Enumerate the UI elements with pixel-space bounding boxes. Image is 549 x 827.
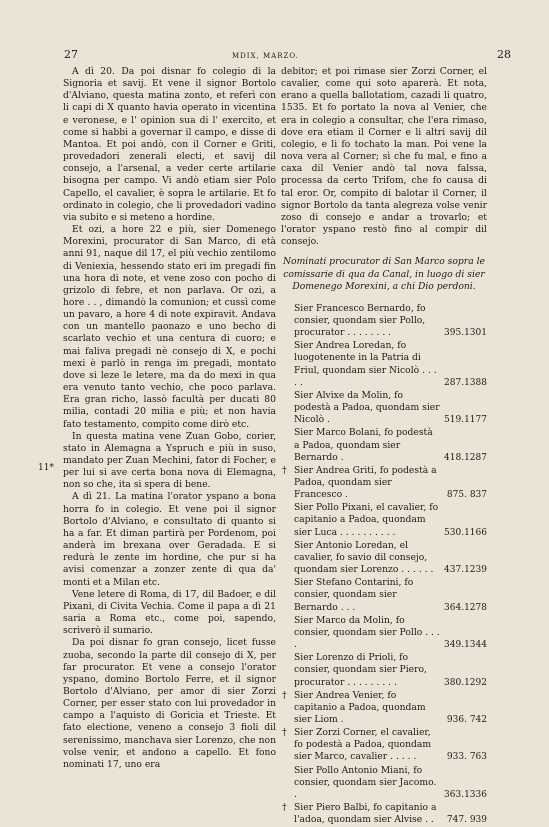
vote-count: 364.1278	[444, 602, 487, 613]
vote-count: 747. 939	[446, 815, 487, 826]
margin-note: 11*	[38, 463, 54, 473]
list-item	[281, 502, 487, 538]
list-item	[281, 390, 487, 426]
right-page-number: 28	[497, 48, 511, 61]
nominee-name: Sier Pollo Pixani, el cavalier, fo capitanio a Padoa, quondam sier Luca . . . . . . . . . .	[294, 502, 439, 538]
paragraph: Vene letere di Roma, di 17, dil Badoer, e dil Pixani, di Civita Vechia. Come il papa a dì 21 saria a Roma etc., come poi, sapendo, scriverò il sumario.	[63, 588, 276, 637]
list-item	[281, 765, 487, 801]
nominee-name: Sier Andrea Venier, fo capitanio a Padoa, quondam sier Liom .	[294, 689, 426, 725]
nominee-name: Sier Zorzi Corner, el cavalier, fo podestà a Padoa, quondam sier Marco, cavalier . . . . .	[294, 727, 432, 763]
vote-count: 936. 742	[446, 714, 487, 725]
dagger-mark: †	[282, 689, 287, 701]
list-item	[281, 690, 487, 726]
dagger-mark: †	[282, 802, 287, 814]
left-column	[63, 66, 276, 771]
nominee-name: Sier Andrea Griti, fo podestà a Padoa, quondam sier Francesco .	[294, 464, 437, 501]
paragraph: In questa matina vene Zuan Gobo, corier, stato in Alemagna a Yspruch e più in suso, mandato per Zuan Mechini, fator di Focher, e per lui si ave certa bona nova di Elemagna, non so che, ita si spera di bene.	[63, 430, 276, 491]
vote-count: 530.1166	[444, 527, 487, 538]
nominee-list	[281, 303, 487, 827]
list-item	[281, 727, 487, 763]
section-title: Nominati procurator di San Marco sopra le comissarie di qua da Canal, in luogo di sier Domenego Morexini, a chi Dio perdoni.	[283, 256, 485, 292]
vote-count: 395.1301	[444, 328, 487, 339]
list-item	[281, 303, 487, 339]
nominee-name: Sier Francesco Bernardo, fo consier, quondam sier Pollo, procurator . . . . . . . .	[294, 302, 426, 339]
vote-count: 380.1292	[444, 677, 487, 688]
list-item	[281, 540, 487, 576]
list-item	[281, 427, 487, 463]
list-item	[281, 615, 487, 651]
nominee-name: Sier Piero Balbi, fo capitanio a l'adoa, quondam sier Alvise . .	[294, 802, 437, 826]
paragraph: debitor; et poi rimase sier Zorzi Corner, el cavalier, come qui soto aparerà. Et nota, erano a quella ballotatiom, cazadi li quatro, 1535. Et fo portato la nova al Venier, che era in colegio a consultar, che l'era rimaso, dove era etiam il Corner e li altri savij dil colegio, e li fo tochato la man. Poi vene la nova vera al Corner; sì che fu mal, e fino a caxa dil Venier andò tal nova falssa, processa da certo Trifom, che fo causa di tal eror. Or, compito di balotar il Corner, il signor Bortolo da tanta alegreza volse venir zoso di consejo e andar a trovarlo; et l'orator yspano restò fino al compir dil consejo.	[281, 66, 487, 248]
dagger-mark: †	[282, 464, 287, 476]
nominee-name: Sier Antonio Loredan, el cavalier, fo savio dil consejo, quondam sier Lorenzo . . . . . .	[294, 539, 434, 576]
nominee-name: Sier Lorenzo di Prioli, fo consier, quondam sier Piero, procurator . . . . . . . . .	[294, 652, 427, 688]
nominee-name: Sier Marco da Molin, fo consier, quondam sier Pollo . . . .	[294, 614, 440, 651]
nominee-name: Sier Andrea Loredan, fo luogotenente in la Patria di Friul, quondam sier Nicolò . . . . .	[294, 340, 437, 388]
vote-count: 349.1344	[444, 640, 487, 651]
left-page-number: 27	[64, 48, 78, 61]
vote-count: 418.1287	[444, 452, 487, 463]
list-item	[281, 340, 487, 389]
vote-count: 519.1177	[444, 415, 487, 426]
vote-count: 287.1388	[444, 377, 487, 388]
nominee-name: Sier Marco Bolani, fo podestà a Padoa, quondam sier Bernardo .	[294, 427, 433, 463]
list-item	[281, 652, 487, 688]
paragraph: Da poi disnar fo gran consejo, licet fusse zuoba, secondo la parte dil consejo di X, per far procurator. Et vene a consejo l'orator yspano, domino Bortolo Ferre, et il signor Bortolo d'Alviano, per amor di sier Zorzi Corner, per esser stato con lui provedador in campo a l'aquisto di Goricia et Trieste. Et fato electione, veneno a consejo 3 fioli dil serenissimo, manchava sier Lorenzo, che non volse venir, et andono a capello. Et fono nominati 17, uno era	[63, 637, 276, 770]
dagger-mark: †	[282, 727, 287, 739]
list-item	[281, 577, 487, 613]
nominee-name: Sier Alvixe da Molin, fo podestà a Padoa, quondam sier Nicolò .	[294, 389, 440, 426]
paragraph: Et ozi, a hore 22 e più, sier Domenego Morexini, procurator di San Marco, di età anni 91, naque dil 17, el più vechio zentilomo di Veniexia, hessendo stato eri im pregadi fin una hora di note, et vene zoso con pocho di grizolo di febre, et non parlava. Or ozi, a hore . . , dimandò la comunion; et cussì come un pavaro, a hore 4 di note expiravit. Andava con un mantello paonazo e uno becho di scarlato vechio et una centura di cuoro; e mai faliva pregadi nè consejo di X, e pochi mexi è parlò in renga im pregadi, montato dove si leze le letere, ma da do mexi in qua era venuto tanto vechio, che poco parlava. Era gran richo, lassò facultà per ducati 80 milia, contadi 20 milia e più; et non havia fato testamento, compito come dirò etc.	[63, 224, 276, 430]
right-column	[281, 66, 487, 827]
vote-count: 363.1336	[444, 789, 487, 800]
paragraph: A dì 21. La matina l'orator yspano a bona horra fo in colegio. Et vene poi il signor Bortolo d'Alviano, e consultato di quanto si ha a far. Et diman partirà per Pordenom, poi anderà im brexana over Geradada. E si redurà le zente im hordine, che pur si ha avisi comenzar a zonzer zente di qua da' monti et a Milan etc.	[63, 491, 276, 588]
vote-count: 933. 763	[446, 752, 487, 763]
running-head: MDIX, MARZO.	[232, 52, 299, 60]
list-item	[281, 802, 487, 826]
vote-count: 875. 837	[446, 490, 487, 501]
list-item	[281, 465, 487, 501]
nominee-name: Sier Pollo Antonio Miani, fo consier, quondam sier Jacomo. .	[294, 764, 437, 800]
paragraph: A dì 20. Da poi disnar fo colegio di la Signoria et savij. Et vene il signor Bortolo d'Alviano, questa matina zonto, et referì con li capi di X quanto havia operato in vicentina e veronese, e l' opinion sua di l' exercito, et come si habbi a governar il campo, e disse di Mantoa. Et poi andò, con il Corner e Griti, provedadori zenerali electi, et savij dil consejo, a l'arsenal, a veder certe artilarie bisogna per campo. Vi andò etiam sier Polo Capello, el cavalier, è sopra le artilarie. Et fo ordinato in colegio, che li provedadori vadino via subito e si meteno a hordine.	[63, 66, 276, 223]
nominee-name: Sier Stefano Contarini, fo consier, quondam sier Bernardo . . .	[294, 577, 414, 613]
vote-count: 437.1239	[444, 565, 487, 576]
